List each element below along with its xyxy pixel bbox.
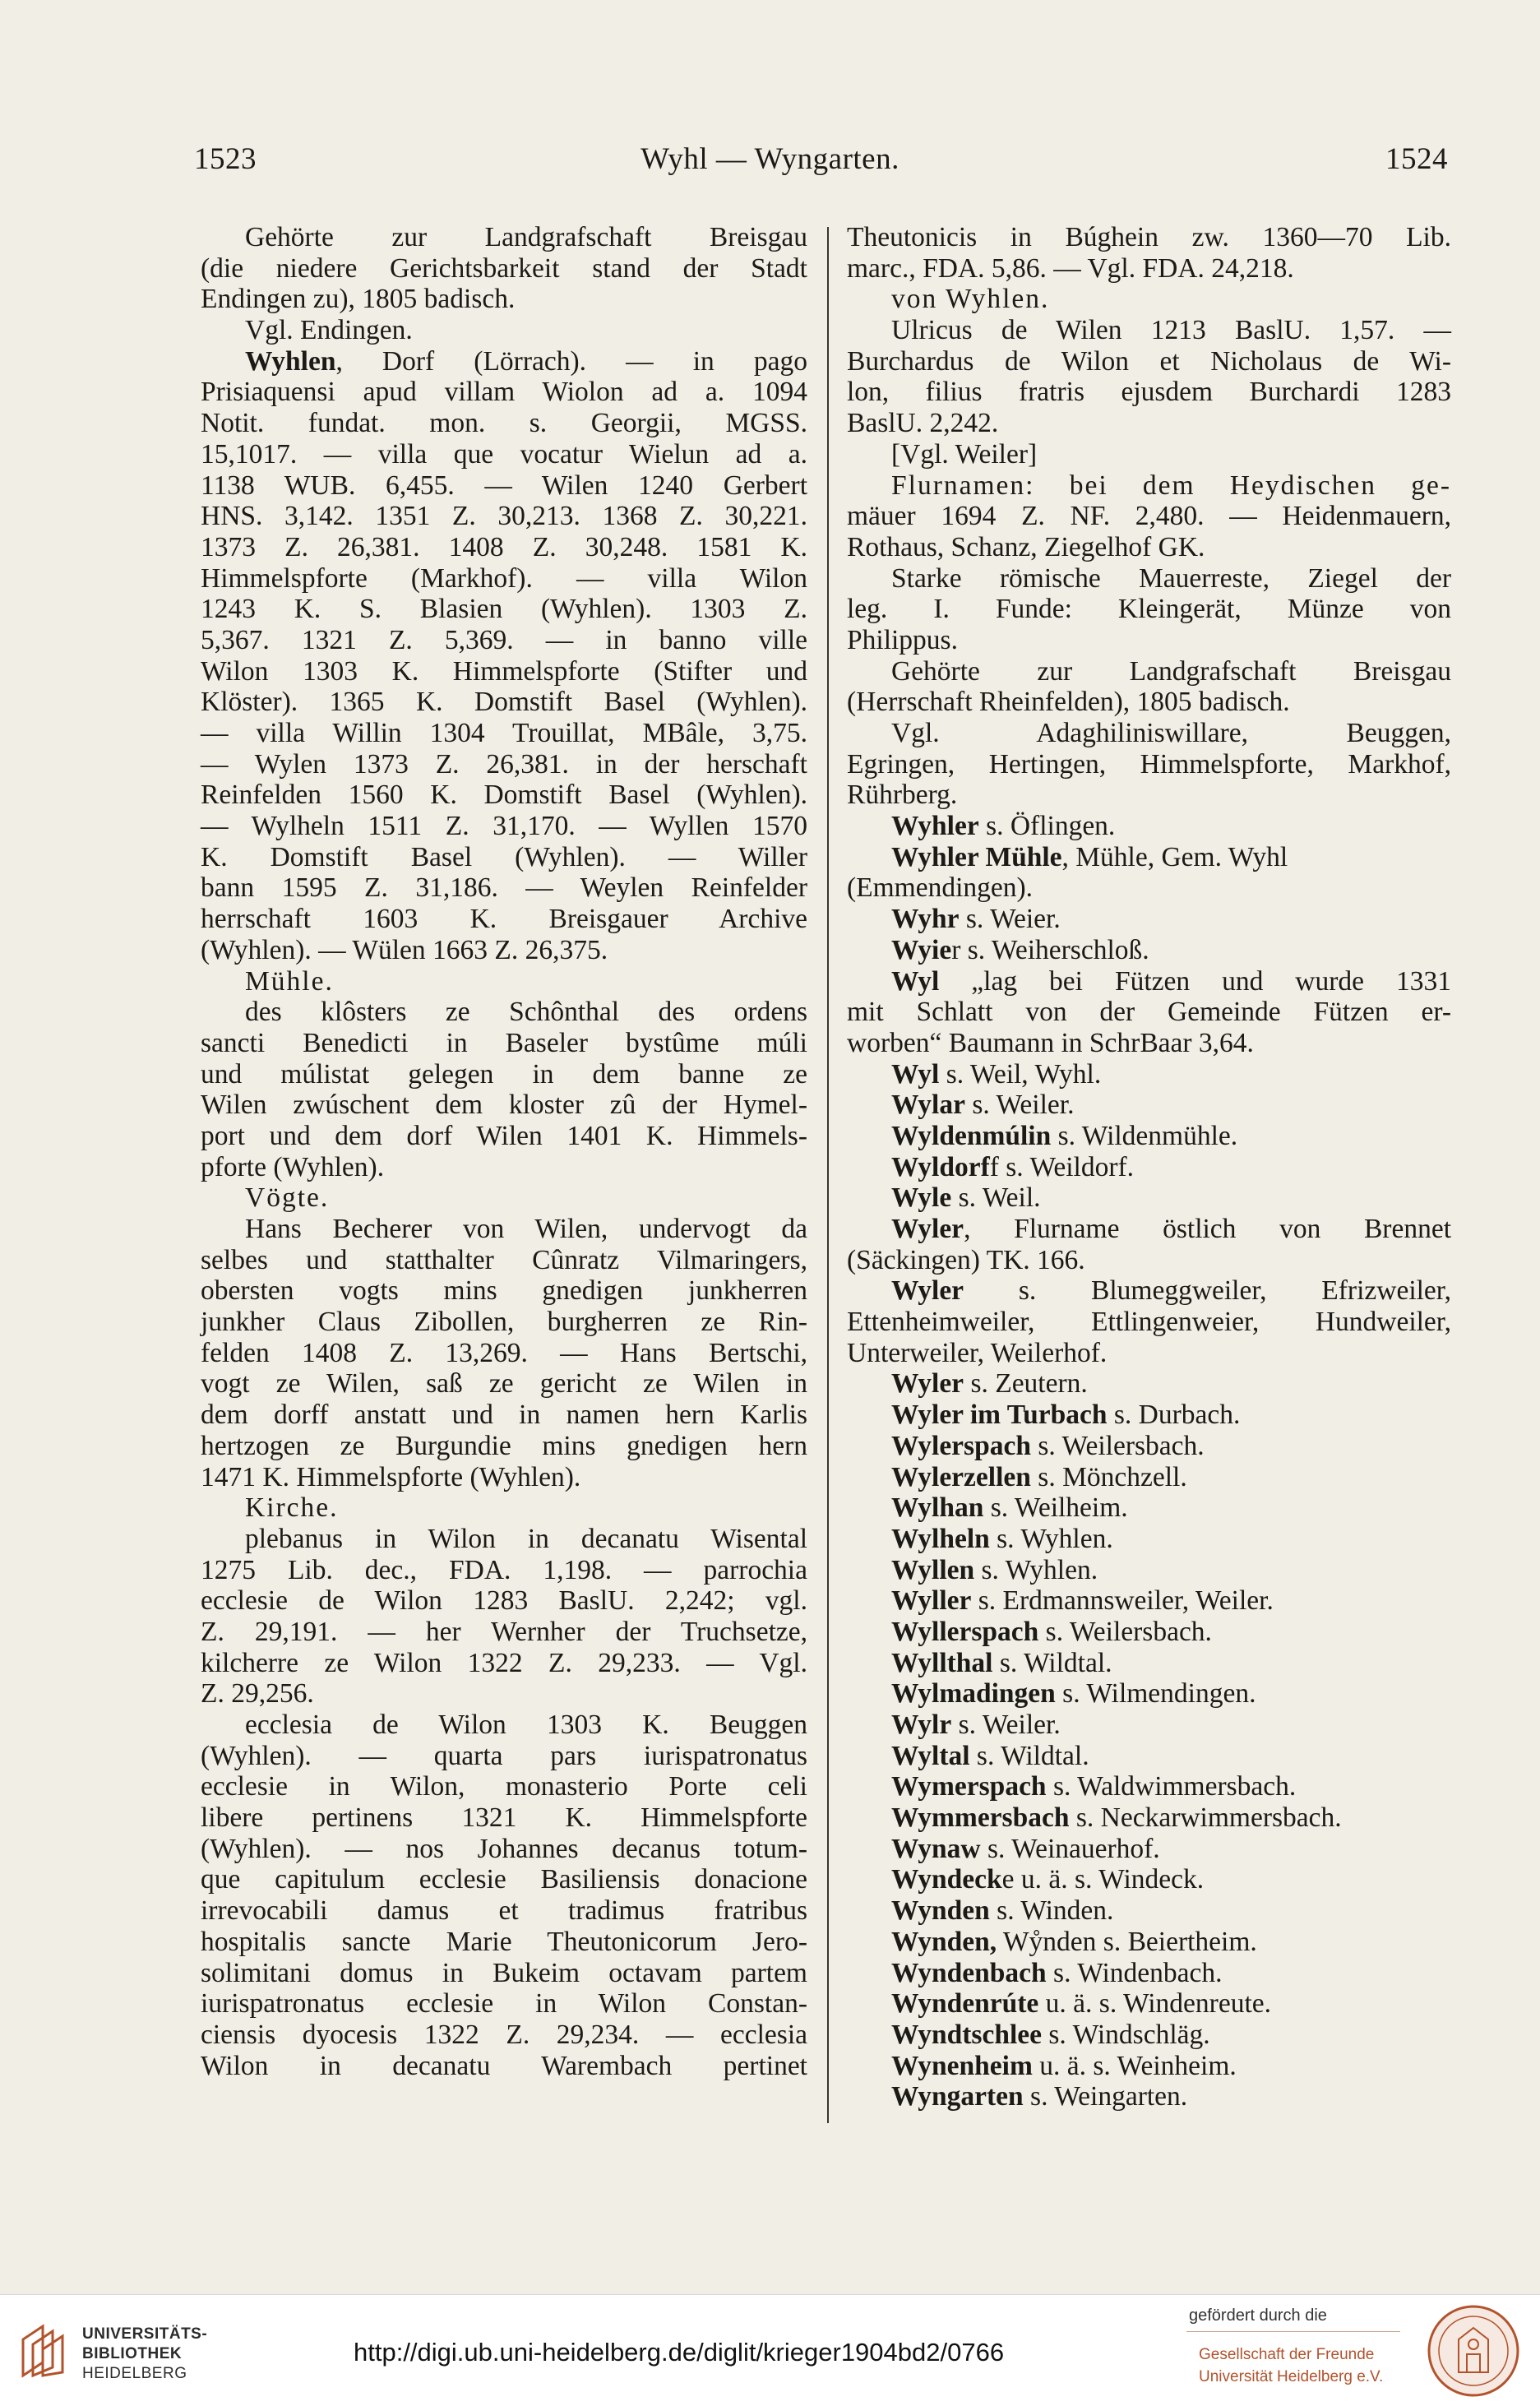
text-line: herrschaft 1603 K. Breisgauer Archive (201, 904, 807, 935)
entry-headword: Wyie (891, 934, 952, 965)
text-line: ciensis dyocesis 1322 Z. 29,234. — ecclesia (201, 2019, 807, 2050)
text-line: (Wyhlen). — nos Johannes decanus totum- (201, 1833, 807, 1864)
text-line: Philippus. (847, 624, 958, 655)
entry-headword: Wylhan (891, 1492, 984, 1524)
entry-text: s. Öflingen. (978, 811, 1116, 842)
text-line: irrevocabili damus et tradimus fratribus (201, 1895, 807, 1927)
text-line (847, 1834, 1451, 1865)
text-line: — Wylheln 1511 Z. 31,170. — Wyllen 1570 (201, 811, 807, 842)
entry-headword: Wyndeck (891, 1864, 1002, 1895)
text-line: Rührberg. (847, 780, 958, 811)
entry-headword: Wymmersbach (891, 1802, 1070, 1834)
entry-text: s. Weilheim. (983, 1492, 1128, 1524)
text-line (847, 1988, 1451, 2020)
text-line (847, 842, 1451, 873)
text-line: BaslU. 2,242. (847, 408, 999, 439)
entry-headword: Wyhlen (245, 345, 336, 377)
entry-text: u. ä. s. Weinheim. (1032, 2050, 1237, 2081)
entry-headword: Wynden, (891, 1926, 997, 1957)
text-line: junkher Claus Zibollen, burgherren ze Rin- (201, 1307, 807, 1338)
text-line: solimitani domus in Bukeim octavam partem (201, 1957, 807, 1988)
text-line (847, 1152, 1451, 1183)
entry-headword: Wynenheim (891, 2050, 1033, 2081)
entry-text: s. Weil, Wyhl. (939, 1058, 1102, 1090)
text-line (847, 1524, 1451, 1555)
text-line (847, 1431, 1451, 1462)
text-line (847, 1741, 1451, 1772)
running-head: Wyhl — Wyngarten. (641, 142, 899, 176)
entry-headword: Wymerspach (891, 1771, 1047, 1802)
text-line: Vgl. Adaghiliniswillare, Beuggen, (891, 718, 1451, 748)
text-line (847, 1368, 1451, 1400)
text-line (847, 935, 1451, 966)
text-line: ecclesie de Wilon 1283 BaslU. 2,242; vgl. (201, 1585, 807, 1617)
text-line (201, 346, 807, 377)
text-line: Hans Becherer von Wilen, undervogt da (245, 1214, 807, 1244)
text-line: 5,367. 1321 Z. 5,369. — in banno ville (201, 624, 807, 655)
text-line: 1471 K. Himmelspforte (Wyhlen). (201, 1461, 581, 1492)
text-line (847, 1182, 1451, 1214)
entry-headword: Wyler im Turbach (891, 1400, 1108, 1431)
text-line: Ettenheimweiler, Ettlingenweier, Hundweiler, (847, 1307, 1451, 1338)
text-line: libere pertinens 1321 K. Himmelspforte (201, 1802, 807, 1834)
entry-headword: Wyl (891, 965, 940, 997)
text-line: Mühle. (245, 965, 334, 997)
text-line: Starke römische Mauerreste, Ziegel der (891, 562, 1451, 594)
text-line (847, 1771, 1451, 1802)
entry-text: s. Windschläg. (1042, 2019, 1210, 2050)
text-line: leg. I. Funde: Kleingerät, Münze von (847, 594, 1451, 625)
text-line: marc., FDA. 5,86. — Vgl. FDA. 24,218. (847, 252, 1294, 284)
entry-text: , Mühle, Gem. Wyhl (1061, 841, 1288, 872)
text-line (847, 966, 1451, 997)
text-line (847, 2020, 1451, 2051)
text-line (847, 1462, 1451, 1493)
text-line: 1138 WUB. 6,455. — Wilen 1240 Gerbert (201, 470, 807, 501)
text-line: 1373 Z. 26,381. 1408 Z. 30,248. 1581 K. (201, 531, 807, 562)
entry-text: , Flurname östlich von Brennet (964, 1214, 1451, 1244)
text-line (847, 1121, 1451, 1152)
text-line: K. Domstift Basel (Wyhlen). — Willer (201, 841, 807, 872)
text-line: mit Schlatt von der Gemeinde Fützen er- (847, 997, 1451, 1028)
text-line: — Wylen 1373 Z. 26,381. in der herschaft (201, 748, 807, 780)
text-line: Vgl. Endingen. (245, 315, 413, 346)
text-line: port und dem dorf Wilen 1401 K. Himmels- (201, 1120, 807, 1151)
text-line: dem dorff anstatt und in namen hern Karlis (201, 1400, 807, 1431)
text-line: Flurnamen: bei dem Heydischen ge- (891, 470, 1451, 501)
permalink-url[interactable]: http://digi.ub.uni-heidelberg.de/diglit/krieger1904bd2/0766 (354, 2338, 1005, 2367)
text-line: lon, filius fratris ejusdem Burchardi 1283 (847, 377, 1451, 408)
entry-text: s. Mönchzell. (1030, 1461, 1187, 1492)
entry-headword: Wyller (891, 1585, 972, 1617)
text-line: Z. 29,256. (201, 1678, 314, 1710)
entry-headword: Wyndenrúte (891, 1988, 1039, 2020)
sponsor-name-line1: Gesellschaft der Freunde (1199, 2346, 1375, 2363)
text-line: Notit. fundat. mon. s. Georgii, MGSS. (201, 408, 807, 439)
text-line: Wilon 1303 K. Himmelspforte (Stifter und (201, 655, 807, 687)
text-line (847, 1958, 1451, 1989)
university-seal-icon (1426, 2303, 1521, 2399)
text-line: — villa Willin 1304 Trouillat, MBâle, 3,75. (201, 718, 807, 748)
column-divider (827, 227, 829, 2123)
text-line (847, 904, 1451, 935)
entry-headword: Wyndtschlee (891, 2019, 1043, 2050)
entry-headword: Wylmadingen (891, 1678, 1063, 1710)
sponsor-label: gefördert durch die (1189, 2307, 1327, 2325)
text-line: (Herrschaft Rheinfelden), 1805 badisch. (847, 687, 1290, 718)
text-line: selbes und statthalter Cûnratz Vilmaringers, (201, 1244, 807, 1275)
entry-text: s. Wildenmühle. (1051, 1120, 1238, 1151)
sponsor-name-line2: Universität Heidelberg e.V. (1199, 2368, 1384, 2385)
text-line: bann 1595 Z. 31,186. — Weylen Reinfelder (201, 872, 807, 904)
text-line: plebanus in Wilon in decanatu Wisental (245, 1523, 807, 1554)
text-line (847, 1678, 1451, 1710)
text-line: worben“ Baumann in SchrBaar 3,64. (847, 1027, 1254, 1058)
text-line: (Emmendingen). (847, 872, 1034, 904)
entry-text: s. Weinauerhof. (980, 1833, 1160, 1864)
sponsor-divider (1186, 2331, 1400, 2332)
entry-text: „lag bei Fützen und wurde 1331 (939, 965, 1451, 997)
text-line: Wilen zwúschent dem kloster zû der Hymel- (201, 1090, 807, 1121)
entry-text: Wẙnden s. Beiertheim. (997, 1926, 1257, 1957)
entry-headword: Wyllerspach (891, 1616, 1039, 1647)
text-line: sancti Benedicti in Baseler bystûme múli (201, 1027, 807, 1058)
entry-headword: Wyl (891, 1058, 940, 1090)
entry-text: r s. Weiherschloß. (951, 934, 1149, 965)
entry-text: s. Waldwimmersbach. (1046, 1771, 1297, 1802)
text-line: [Vgl. Weiler] (891, 438, 1038, 470)
text-line: (die niedere Gerichtsbarkeit stand der Stadt (201, 252, 807, 284)
text-line: Burchardus de Wilon et Nicholaus de Wi- (847, 345, 1451, 377)
footer-bar (0, 2294, 1540, 2406)
text-line: que capitulum ecclesie Basiliensis donacione (201, 1864, 807, 1895)
entry-headword: Wyhler Mühle (891, 841, 1062, 872)
text-line: ecclesie in Wilon, monasterio Porte celi (201, 1771, 807, 1802)
text-line: obersten vogts mins gnedigen junkherren (201, 1275, 807, 1307)
text-line: Rothaus, Schanz, Ziegelhof GK. (847, 531, 1205, 562)
entry-text: , Dorf (Lörrach). — in pago (335, 345, 807, 377)
entry-headword: Wylar (891, 1090, 965, 1121)
text-line: Egringen, Hertingen, Himmelspforte, Markhof, (847, 748, 1451, 780)
left-column (201, 222, 807, 2081)
entry-text: s. Weilersbach. (1030, 1430, 1205, 1461)
text-line: des klôsters ze Schônthal des ordens (245, 997, 807, 1028)
entry-text: s. Weiler. (964, 1090, 1075, 1121)
page-number-left: 1523 (194, 142, 257, 176)
text-line: Gehörte zur Landgrafschaft Breisgau (245, 222, 807, 252)
text-line: iurispatronatus ecclesie in Wilon Constan- (201, 1988, 807, 2020)
text-line (847, 1555, 1451, 1586)
text-line: Gehörte zur Landgrafschaft Breisgau (891, 655, 1451, 687)
text-line (847, 1400, 1451, 1431)
entry-text: f s. Weildorf. (989, 1151, 1135, 1182)
entry-text: s. Erdmannsweiler, Weiler. (971, 1585, 1274, 1617)
entry-text: s. Zeutern. (964, 1368, 1088, 1400)
right-column (847, 222, 1451, 2112)
entry-headword: Wyldorf (891, 1151, 990, 1182)
entry-text: s. Weiler. (951, 1710, 1061, 1740)
text-line (847, 811, 1451, 842)
text-line: 1275 Lib. dec., FDA. 1,198. — parrochia (201, 1554, 807, 1585)
library-name-line2: BIBLIOTHEK (82, 2345, 183, 2362)
entry-text: s. Blumeggweiler, Efrizweiler, (964, 1275, 1451, 1307)
text-line: Theutonicis in Búghein zw. 1360—70 Lib. (847, 222, 1451, 252)
text-line: und múlistat gelegen in dem banne ze (201, 1058, 807, 1090)
text-line (847, 1090, 1451, 1121)
text-line (847, 1802, 1451, 1834)
text-line: Vögte. (245, 1182, 330, 1214)
text-line: von Wyhlen. (891, 284, 1050, 315)
entry-headword: Wyndenbach (891, 1957, 1047, 1988)
entry-headword: Wyler (891, 1214, 964, 1244)
entry-headword: Wynden (891, 1895, 990, 1927)
text-line: ecclesia de Wilon 1303 K. Beuggen (245, 1710, 807, 1740)
entry-text: s. Weilersbach. (1038, 1616, 1212, 1647)
entry-headword: Wynaw (891, 1833, 981, 1864)
text-line: hertzogen ze Burgundie mins gnedigen hern (201, 1430, 807, 1461)
entry-headword: Wyllen (891, 1554, 975, 1585)
entry-headword: Wyle (891, 1182, 952, 1214)
text-line: Z. 29,191. — her Wernher der Truchsetze, (201, 1616, 807, 1647)
entry-text: s. Neckarwimmersbach. (1069, 1802, 1342, 1834)
text-line (847, 1710, 1451, 1741)
text-line (847, 1585, 1451, 1617)
entry-headword: Wylr (891, 1710, 952, 1740)
text-line: Himmelspforte (Markhof). — villa Wilon (201, 562, 807, 594)
entry-headword: Wyldenmúlin (891, 1120, 1052, 1151)
entry-text: s. Weingarten. (1023, 2081, 1188, 2112)
text-line (847, 2051, 1451, 2082)
text-line (847, 1895, 1451, 1927)
entry-headword: Wyngarten (891, 2081, 1024, 2112)
text-line (847, 1864, 1451, 1895)
text-line: Unterweiler, Weilerhof. (847, 1337, 1108, 1368)
text-line: hospitalis sancte Marie Theutonicorum Jero- (201, 1926, 807, 1957)
text-line: Endingen zu), 1805 badisch. (201, 284, 516, 315)
entry-text: s. Wyhlen. (974, 1554, 1098, 1585)
entry-text: s. Wyhlen. (989, 1523, 1113, 1554)
entry-text: e u. ä. s. Windeck. (1001, 1864, 1205, 1895)
entry-headword: Wylerspach (891, 1430, 1031, 1461)
library-name-line3: HEIDELBERG (82, 2365, 187, 2382)
text-line: vogt ze Wilen, saß ze gericht ze Wilen in (201, 1368, 807, 1400)
text-line (847, 2081, 1451, 2112)
entry-text: s. Weil. (951, 1182, 1041, 1214)
text-line (847, 1617, 1451, 1648)
page-number-right: 1524 (1385, 142, 1448, 176)
text-line: 1243 K. S. Blasien (Wyhlen). 1303 Z. (201, 594, 807, 625)
text-line (847, 1275, 1451, 1307)
library-logo-icon (18, 2321, 71, 2379)
entry-headword: Wyltal (891, 1740, 970, 1771)
text-line: pforte (Wyhlen). (201, 1151, 385, 1182)
entry-headword: Wylheln (891, 1523, 990, 1554)
text-line: HNS. 3,142. 1351 Z. 30,213. 1368 Z. 30,221. (201, 501, 807, 532)
text-line (847, 1927, 1451, 1958)
entry-text: s. Windenbach. (1046, 1957, 1223, 1988)
entry-headword: Wyler (891, 1275, 964, 1307)
library-name-line1: UNIVERSITÄTS- (82, 2325, 208, 2343)
entry-text: s. Weier. (959, 904, 1061, 935)
text-line (847, 1059, 1451, 1090)
entry-text: s. Wilmendingen. (1062, 1678, 1256, 1710)
text-line (847, 1492, 1451, 1524)
entry-headword: Wyler (891, 1368, 964, 1400)
entry-headword: Wyhr (891, 904, 960, 935)
text-line: Reinfelden 1560 K. Domstift Basel (Wyhlen). (201, 780, 807, 811)
entry-text: u. ä. s. Windenreute. (1038, 1988, 1272, 2020)
text-line: Klöster). 1365 K. Domstift Basel (Wyhlen). (201, 687, 807, 718)
text-line: mäuer 1694 Z. NF. 2,480. — Heidenmauern, (847, 501, 1451, 532)
entry-text: s. Wildtal. (992, 1647, 1112, 1678)
entry-headword: Wyllthal (891, 1647, 993, 1678)
text-line (847, 1648, 1451, 1679)
text-line: (Wyhlen). — Wülen 1663 Z. 26,375. (201, 934, 608, 965)
text-line: 15,1017. — villa que vocatur Wielun ad a. (201, 438, 807, 470)
entry-text: s. Winden. (989, 1895, 1114, 1927)
entry-headword: Wyhler (891, 811, 979, 842)
entry-text: s. Durbach. (1107, 1400, 1241, 1431)
text-line: (Säckingen) TK. 166. (847, 1244, 1085, 1275)
text-line: felden 1408 Z. 13,269. — Hans Bertschi, (201, 1337, 807, 1368)
text-line: kilcherre ze Wilon 1322 Z. 29,233. — Vgl. (201, 1647, 807, 1678)
text-line: Wilon in decanatu Warembach pertinet (201, 2050, 807, 2081)
text-line: Kirche. (245, 1492, 339, 1524)
entry-text: s. Wildtal. (969, 1740, 1089, 1771)
text-line (847, 1214, 1451, 1245)
text-line: Ulricus de Wilen 1213 BaslU. 1,57. — (891, 315, 1451, 346)
entry-headword: Wylerzellen (891, 1461, 1031, 1492)
text-line: Prisiaquensi apud villam Wiolon ad a. 1094 (201, 377, 807, 408)
text-line: (Wyhlen). — quarta pars iurispatronatus (201, 1740, 807, 1771)
